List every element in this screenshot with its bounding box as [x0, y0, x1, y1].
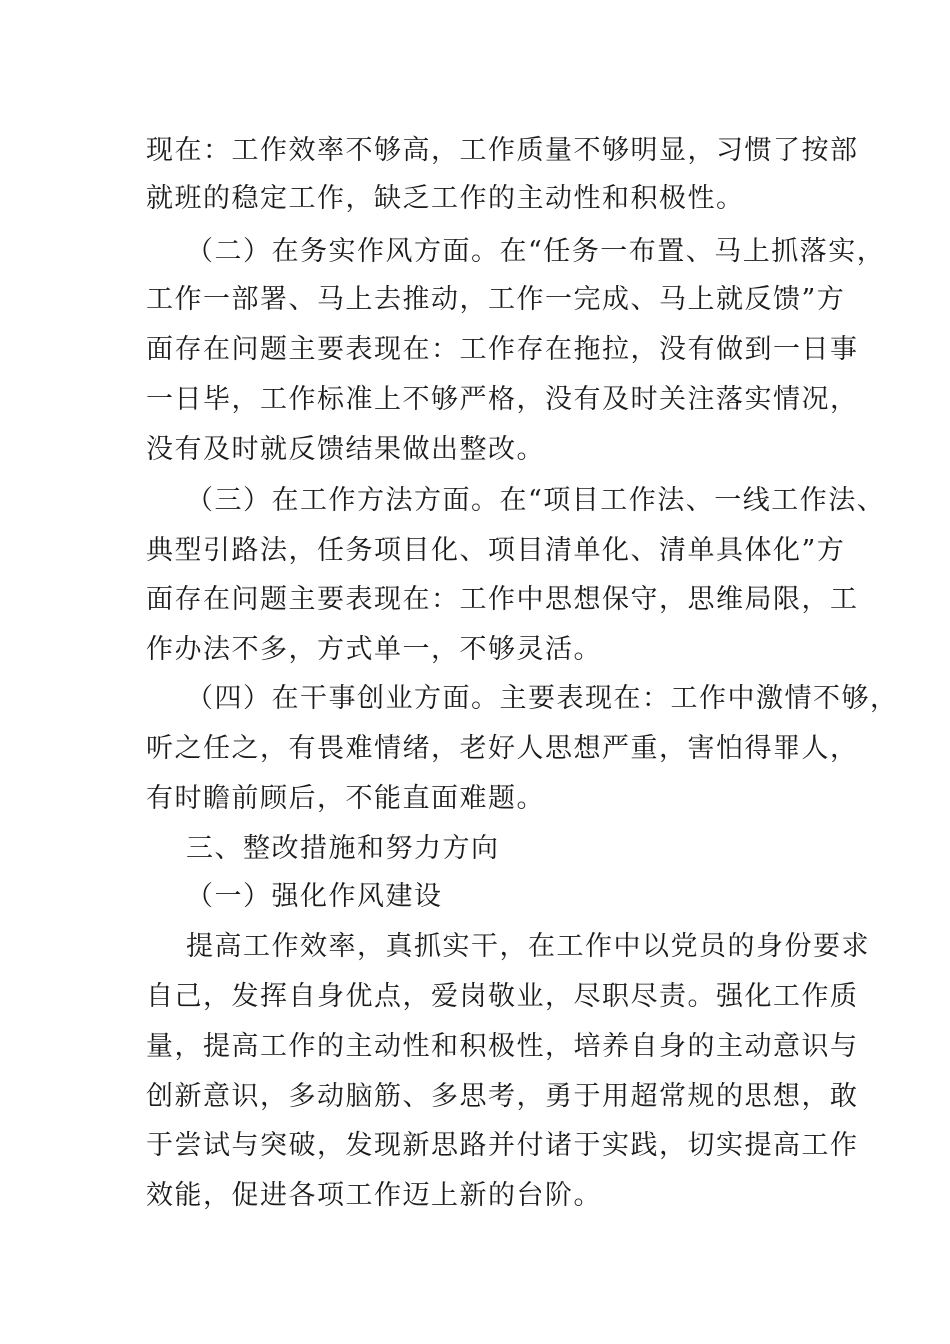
text-line: 面存在问题主要表现在：工作存在拖拉，没有做到一日事 — [146, 334, 859, 365]
text-line: 作办法不多，方式单一，不够灵活。 — [146, 634, 602, 665]
text-line: 于尝试与突破，发现新思路并付诸于实践，切实提高工作 — [146, 1130, 859, 1161]
text-line: 听之任之，有畏难情绪，老好人思想严重，害怕得罪人， — [146, 733, 859, 764]
text-line: 效能，促进各项工作迈上新的台阶。 — [146, 1180, 602, 1211]
text-line: 没有及时就反馈结果做出整改。 — [146, 434, 545, 465]
text-line: 有时瞻前顾后，不能直面难题。 — [146, 783, 545, 814]
text-line: 典型引路法，任务项目化、项目清单化、清单具体化”方 — [146, 535, 846, 566]
text-line: 自己，发挥自身优点，爱岗敬业，尽职尽责。强化工作质 — [146, 981, 859, 1012]
chapter-heading: 三、整改措施和努力方向 — [186, 833, 500, 864]
section-heading: （二）在务实作风方面。在“任务一布置、马上抓落实， — [186, 236, 886, 267]
text-line: 量，提高工作的主动性和积极性，培养自身的主动意识与 — [146, 1031, 859, 1062]
text-line: 工作一部署、马上去推动，工作一完成、马上就反馈”方 — [146, 284, 846, 315]
text-line: 提高工作效率，真抓实干，在工作中以党员的身份要求 — [186, 931, 870, 962]
section-heading: （三）在工作方法方面。在“项目工作法、一线工作法、 — [186, 485, 886, 516]
section-heading: （四）在干事创业方面。主要表现在：工作中激情不够， — [186, 683, 899, 714]
text-line: 现在：工作效率不够高，工作质量不够明显，习惯了按部 — [146, 135, 859, 166]
text-line: 面存在问题主要表现在：工作中思想保守，思维局限，工 — [146, 584, 859, 615]
text-line: 就班的稳定工作，缺乏工作的主动性和积极性。 — [146, 183, 745, 214]
subsection-heading: （一）强化作风建设 — [186, 881, 443, 912]
text-line: 一日毕，工作标准上不够严格，没有及时关注落实情况， — [146, 384, 859, 415]
text-line: 创新意识，多动脑筋、多思考，勇于用超常规的思想，敢 — [146, 1081, 859, 1112]
